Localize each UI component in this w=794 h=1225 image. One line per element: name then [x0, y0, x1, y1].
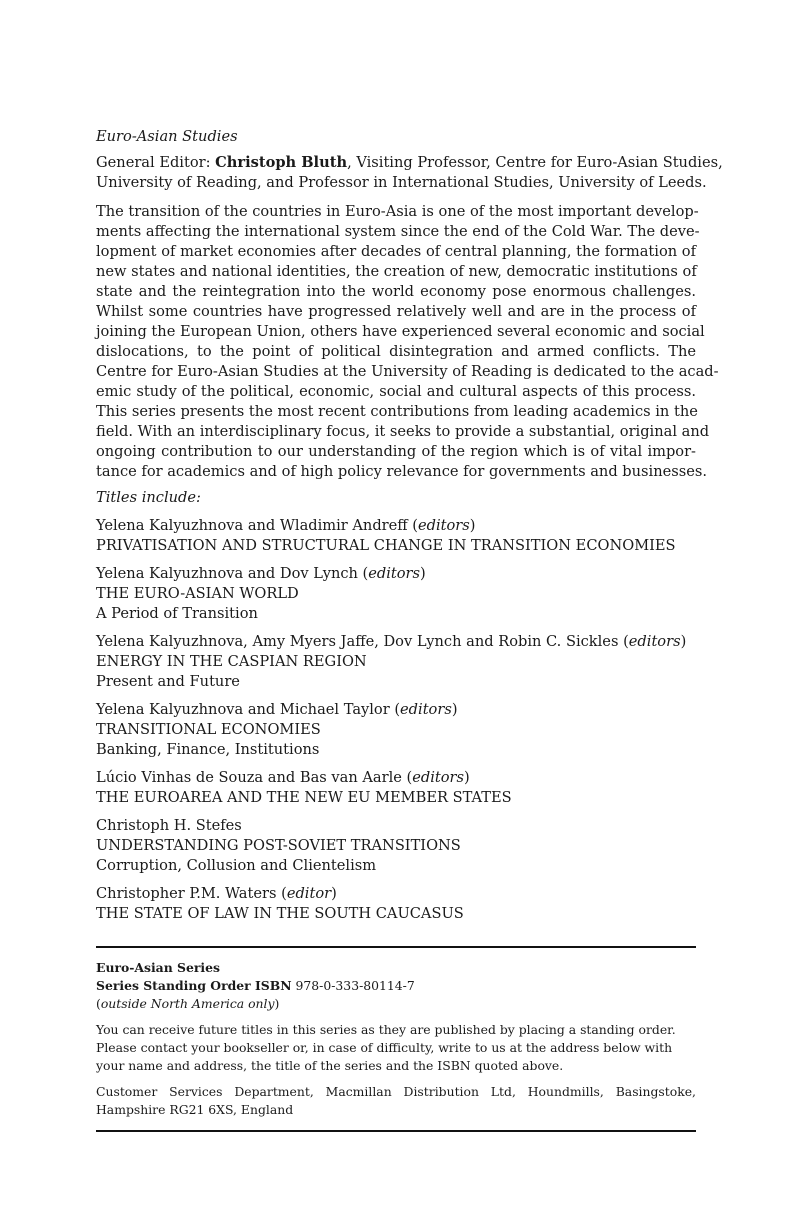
editor-prefix: General Editor:	[96, 154, 216, 171]
text-line: new states and national identities, the creation of new, democratic institutions of	[96, 263, 697, 280]
title-entry: Yelena Kalyuzhnova and Dov Lynch (editors) THE EURO-ASIAN WORLD A Period of Transition	[96, 564, 696, 624]
authors: Lúcio Vinhas de Souza and Bas van Aarle	[96, 769, 402, 786]
book-title: ENERGY IN THE CASPIAN REGION	[96, 653, 367, 670]
title-entry: Lúcio Vinhas de Souza and Bas van Aarle (editors) THE EUROAREA AND THE NEW EU MEMBER STATES	[96, 768, 696, 808]
standing-order-label: Series Standing Order ISBN	[96, 978, 292, 993]
title-entry: Yelena Kalyuzhnova and Wladimir Andreff (editors) PRIVATISATION AND STRUCTURAL CHANGE IN TRANSITION ECONOMIES	[96, 516, 696, 556]
authors: Yelena Kalyuzhnova and Wladimir Andreff	[96, 517, 408, 534]
titles-label: Titles include:	[96, 489, 201, 506]
text-line: Centre for Euro-Asian Studies at the University of Reading is dedicated to the acad-	[96, 363, 719, 380]
book-subtitle: Banking, Finance, Institutions	[96, 741, 320, 758]
text-line: Whilst some countries have progressed relatively well and are in the process of	[96, 303, 696, 320]
book-title: PRIVATISATION AND STRUCTURAL CHANGE IN TRANSITION ECONOMIES	[96, 537, 676, 554]
book-title: THE EUROAREA AND THE NEW EU MEMBER STATES	[96, 789, 512, 806]
text-line: Customer Services Department, Macmillan Distribution Ltd, Houndmills, Basingstoke,	[96, 1084, 696, 1099]
text-line: your name and address, the title of the series and the ISBN quoted above.	[96, 1058, 564, 1073]
text-line: This series presents the most recent contributions from leading academics in the	[96, 403, 698, 420]
book-subtitle: Corruption, Collusion and Clientelism	[96, 857, 377, 874]
text-line: Hampshire RG21 6XS, England	[96, 1102, 294, 1117]
standing-order-box: Euro-Asian Series Series Standing Order ISBN 978-0-333-80114-7 (outside North America only) You can receive future titles in this series as they are published by placing a standing order. Please contact your bookseller or, in case of difficulty, write to us at the address below with your name and address, the title of the series and the ISBN quoted above. Customer Services Department, Macmillan Distribution Ltd, Houndmills, Basingstoke, Hampshire RG21 6XS, England	[96, 960, 696, 1117]
title-entry: Yelena Kalyuzhnova, Amy Myers Jaffe, Dov Lynch and Robin C. Sickles (editors) ENERGY IN THE CASPIAN REGION Present and Future	[96, 632, 696, 692]
text-line: lopment of market economies after decades of central planning, the formation of	[96, 243, 696, 260]
book-title: UNDERSTANDING POST-SOVIET TRANSITIONS	[96, 837, 461, 854]
role: editors	[368, 565, 421, 582]
title-entry: Christopher P.M. Waters (editor) THE STATE OF LAW IN THE SOUTH CAUCASUS	[96, 884, 696, 924]
authors: Yelena Kalyuzhnova and Dov Lynch	[96, 565, 358, 582]
editor-affiliation-2: University of Reading, and Professor in International Studies, University of Leeds.	[96, 174, 707, 191]
editor-affiliation: , Visiting Professor, Centre for Euro-Asian Studies,	[347, 154, 723, 171]
text-line: state and the reintegration into the world economy pose enormous challenges.	[96, 283, 696, 300]
region-note: outside North America only	[100, 996, 275, 1011]
role: editor	[286, 885, 332, 902]
book-title: TRANSITIONAL ECONOMIES	[96, 721, 321, 738]
editor-name: Christoph Bluth	[215, 154, 348, 171]
book-subtitle: A Period of Transition	[96, 605, 258, 622]
divider	[96, 1130, 696, 1132]
order-instructions	[96, 1021, 696, 1075]
text-line: field. With an interdisciplinary focus, it seeks to provide a substantial, original and	[96, 423, 710, 440]
series-label: Euro-Asian Studies	[96, 128, 238, 145]
authors: Christopher P.M. Waters	[96, 885, 277, 902]
book-subtitle: Present and Future	[96, 673, 240, 690]
series-name: Euro-Asian Series	[96, 960, 220, 975]
main-column	[96, 127, 723, 932]
series-description	[96, 202, 719, 482]
text-line: dislocations, to the point of political disintegration and armed conflicts. The	[96, 343, 696, 360]
distribution-address	[96, 1083, 696, 1119]
text-line: Please contact your bookseller or, in case of difficulty, write to us at the address below with	[96, 1040, 673, 1055]
text-line: The transition of the countries in Euro-Asia is one of the most important develop-	[96, 203, 699, 220]
text-line: joining the European Union, others have experienced several economic and social	[96, 323, 705, 340]
title-entry	[96, 816, 696, 876]
text-line: ongoing contribution to our understanding of the region which is of vital impor-	[96, 443, 696, 460]
isbn: 978-0-333-80114-7	[295, 978, 415, 993]
role: editors	[628, 633, 681, 650]
divider	[96, 946, 696, 948]
general-editor	[96, 153, 723, 193]
role: editors	[400, 701, 452, 718]
title-entry: Yelena Kalyuzhnova and Michael Taylor (editors) TRANSITIONAL ECONOMIES Banking, Finance, Institutions	[96, 700, 696, 760]
role: editors	[418, 517, 470, 534]
text-line: emic study of the political, economic, social and cultural aspects of this process.	[96, 383, 696, 400]
text-line: tance for academics and of high policy relevance for governments and businesses.	[96, 463, 707, 480]
titles-list	[96, 516, 696, 924]
book-title: THE EURO-ASIAN WORLD	[96, 585, 299, 602]
text-line: ments affecting the international system since the end of the Cold War. The deve-	[96, 223, 700, 240]
authors: Yelena Kalyuzhnova and Michael Taylor	[96, 701, 390, 718]
authors: Yelena Kalyuzhnova, Amy Myers Jaffe, Dov Lynch and Robin C. Sickles	[96, 633, 619, 650]
book-title: THE STATE OF LAW IN THE SOUTH CAUCASUS	[96, 905, 464, 922]
text-line: You can receive future titles in this series as they are published by placing a standing order.	[96, 1022, 676, 1037]
authors: Christoph H. Stefes	[96, 817, 242, 834]
role: editors	[412, 769, 465, 786]
